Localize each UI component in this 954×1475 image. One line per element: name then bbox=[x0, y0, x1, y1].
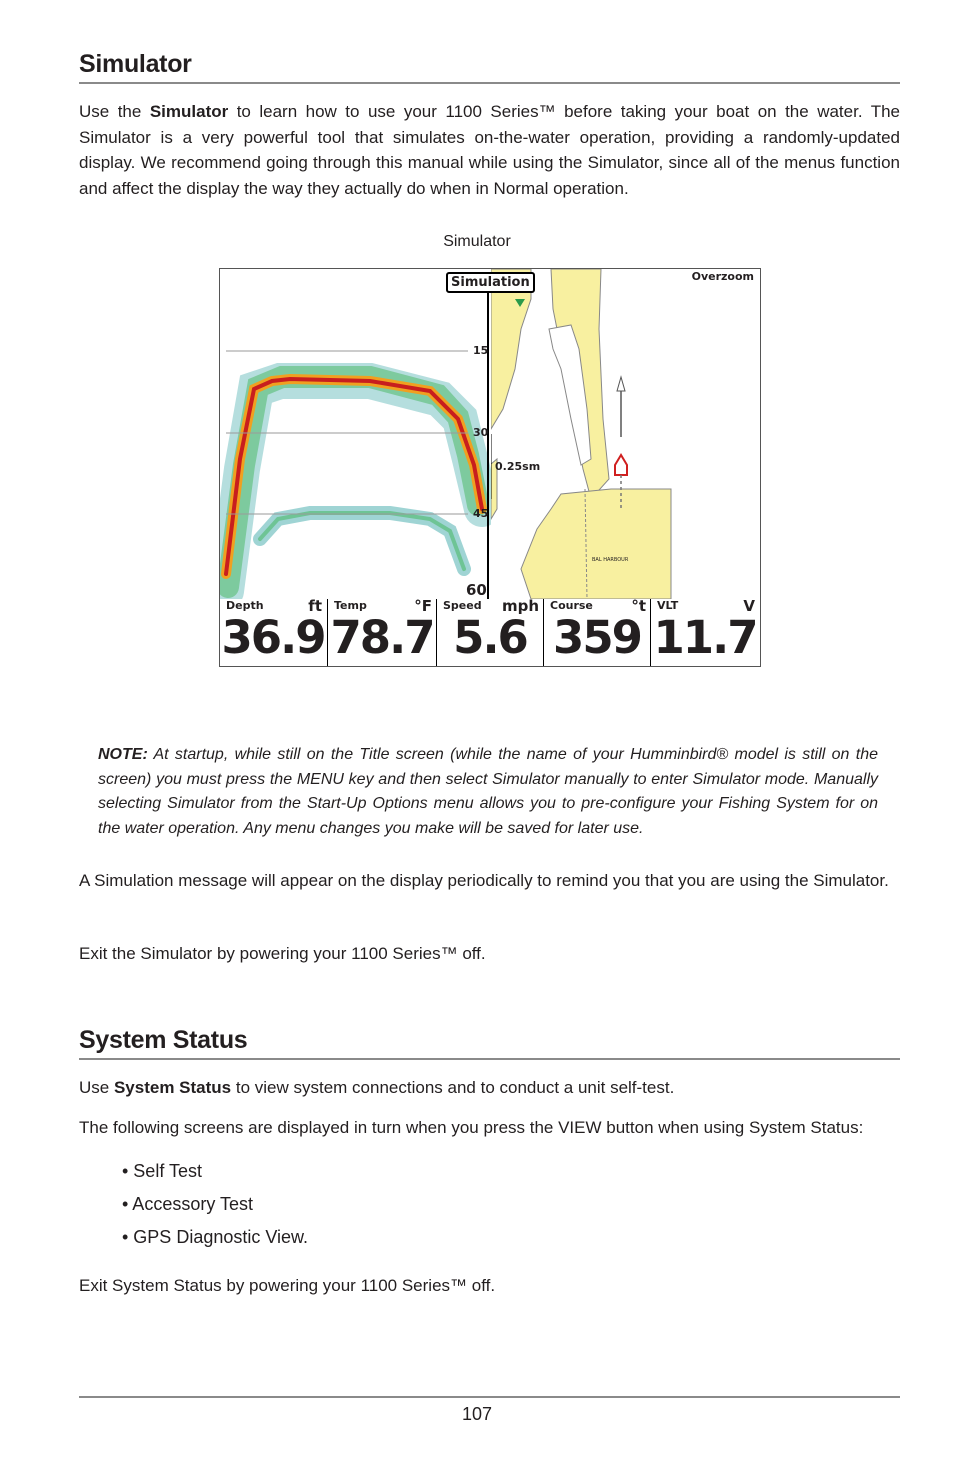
depth-label-60: 60 bbox=[466, 581, 487, 599]
system-status-intro bbox=[79, 1075, 900, 1101]
simulator-intro bbox=[79, 99, 900, 201]
note-text: At startup, while still on the Title screen (while the name of your Humminbird® model is still on the screen) you must press the MENU key and then select Simulator manually to enter Simulator mode. Manually selecting Simulator from the Start-Up Options menu allows you to pre-configure your Fishing System for on the water operation. Any menu changes you make will be saved for later use. bbox=[98, 746, 878, 837]
footer-rule bbox=[79, 1396, 900, 1398]
readout-label: Depth bbox=[226, 599, 264, 612]
readout-value: 5.6 bbox=[453, 611, 527, 664]
simulator-heading: Simulator bbox=[79, 50, 900, 84]
readout-depth bbox=[220, 599, 326, 666]
list-item: • GPS Diagnostic View. bbox=[122, 1227, 309, 1247]
depth-label-45: 45 bbox=[473, 507, 489, 520]
readout-voltage bbox=[650, 599, 759, 666]
simulator-screen bbox=[219, 268, 761, 667]
intro-text-bold: Simulator bbox=[149, 102, 229, 121]
readout-label: VLT bbox=[657, 599, 679, 612]
depth-label-30: 30 bbox=[473, 426, 489, 439]
readout-label: Temp bbox=[334, 599, 367, 612]
readout-value: 359 bbox=[553, 611, 641, 664]
chart-view bbox=[491, 269, 760, 599]
note-label: NOTE: bbox=[98, 746, 148, 763]
list-item: • Accessory Test bbox=[122, 1194, 254, 1214]
readout-unit: V bbox=[743, 597, 755, 615]
chart-scale-label: 0.25sm bbox=[495, 460, 541, 473]
sonar-view bbox=[220, 269, 491, 599]
simulation-label: Simulation bbox=[446, 272, 535, 293]
status-intro-bold: System Status bbox=[113, 1078, 232, 1097]
intro-text-pre: Use the bbox=[79, 102, 150, 121]
system-status-exit-paragraph: Exit System Status by powering your 1100 Series™ off. bbox=[79, 1276, 496, 1295]
readout-value: 11.7 bbox=[653, 611, 757, 664]
readout-value: 36.9 bbox=[221, 611, 325, 664]
harbour-label: BAL HARBOUR bbox=[592, 557, 629, 563]
system-status-heading: System Status bbox=[79, 1026, 900, 1060]
readout-value: 78.7 bbox=[330, 611, 434, 664]
land-left bbox=[491, 269, 531, 429]
readout-temp bbox=[327, 599, 436, 666]
readout-unit: °F bbox=[414, 597, 432, 615]
readout-speed bbox=[436, 599, 543, 666]
status-intro-pre: Use bbox=[79, 1078, 114, 1097]
readout-unit: °t bbox=[631, 597, 646, 615]
depth-label-15: 15 bbox=[473, 344, 489, 357]
readout-course bbox=[543, 599, 650, 666]
status-intro-post: to view system connections and to conduct a unit self-test. bbox=[231, 1078, 675, 1097]
page-number: 107 bbox=[461, 1404, 493, 1424]
intro-text-post: to learn how to use your 1100 Series™ before taking your boat on the water. The Simulator is a very powerful tool that simulates on-the-water operation, providing a randomly-updated display. We recommend going through this manual while using the Simulator, since all of the menus function and affect the display the way they actually do when in Normal operation. bbox=[79, 102, 901, 198]
readout-unit: ft bbox=[308, 597, 322, 615]
note-paragraph bbox=[98, 743, 878, 841]
simulation-message-paragraph: A Simulation message will appear on the display periodically to remind you that you are using the Simulator. bbox=[79, 871, 889, 890]
figure-caption: Simulator bbox=[443, 233, 511, 250]
readout-label: Course bbox=[550, 599, 593, 612]
digital-readouts bbox=[220, 599, 760, 666]
system-status-list bbox=[122, 1155, 308, 1254]
readout-unit: mph bbox=[501, 597, 539, 615]
readout-label: Speed bbox=[443, 599, 482, 612]
list-item: • Self Test bbox=[122, 1161, 203, 1181]
simulator-exit-paragraph: Exit the Simulator by powering your 1100 Series™ off. bbox=[79, 944, 486, 963]
overzoom-label: Overzoom bbox=[691, 270, 754, 283]
system-status-screens: The following screens are displayed in turn when you press the VIEW button when using System Status: bbox=[79, 1118, 864, 1137]
land-harbour bbox=[521, 489, 671, 599]
